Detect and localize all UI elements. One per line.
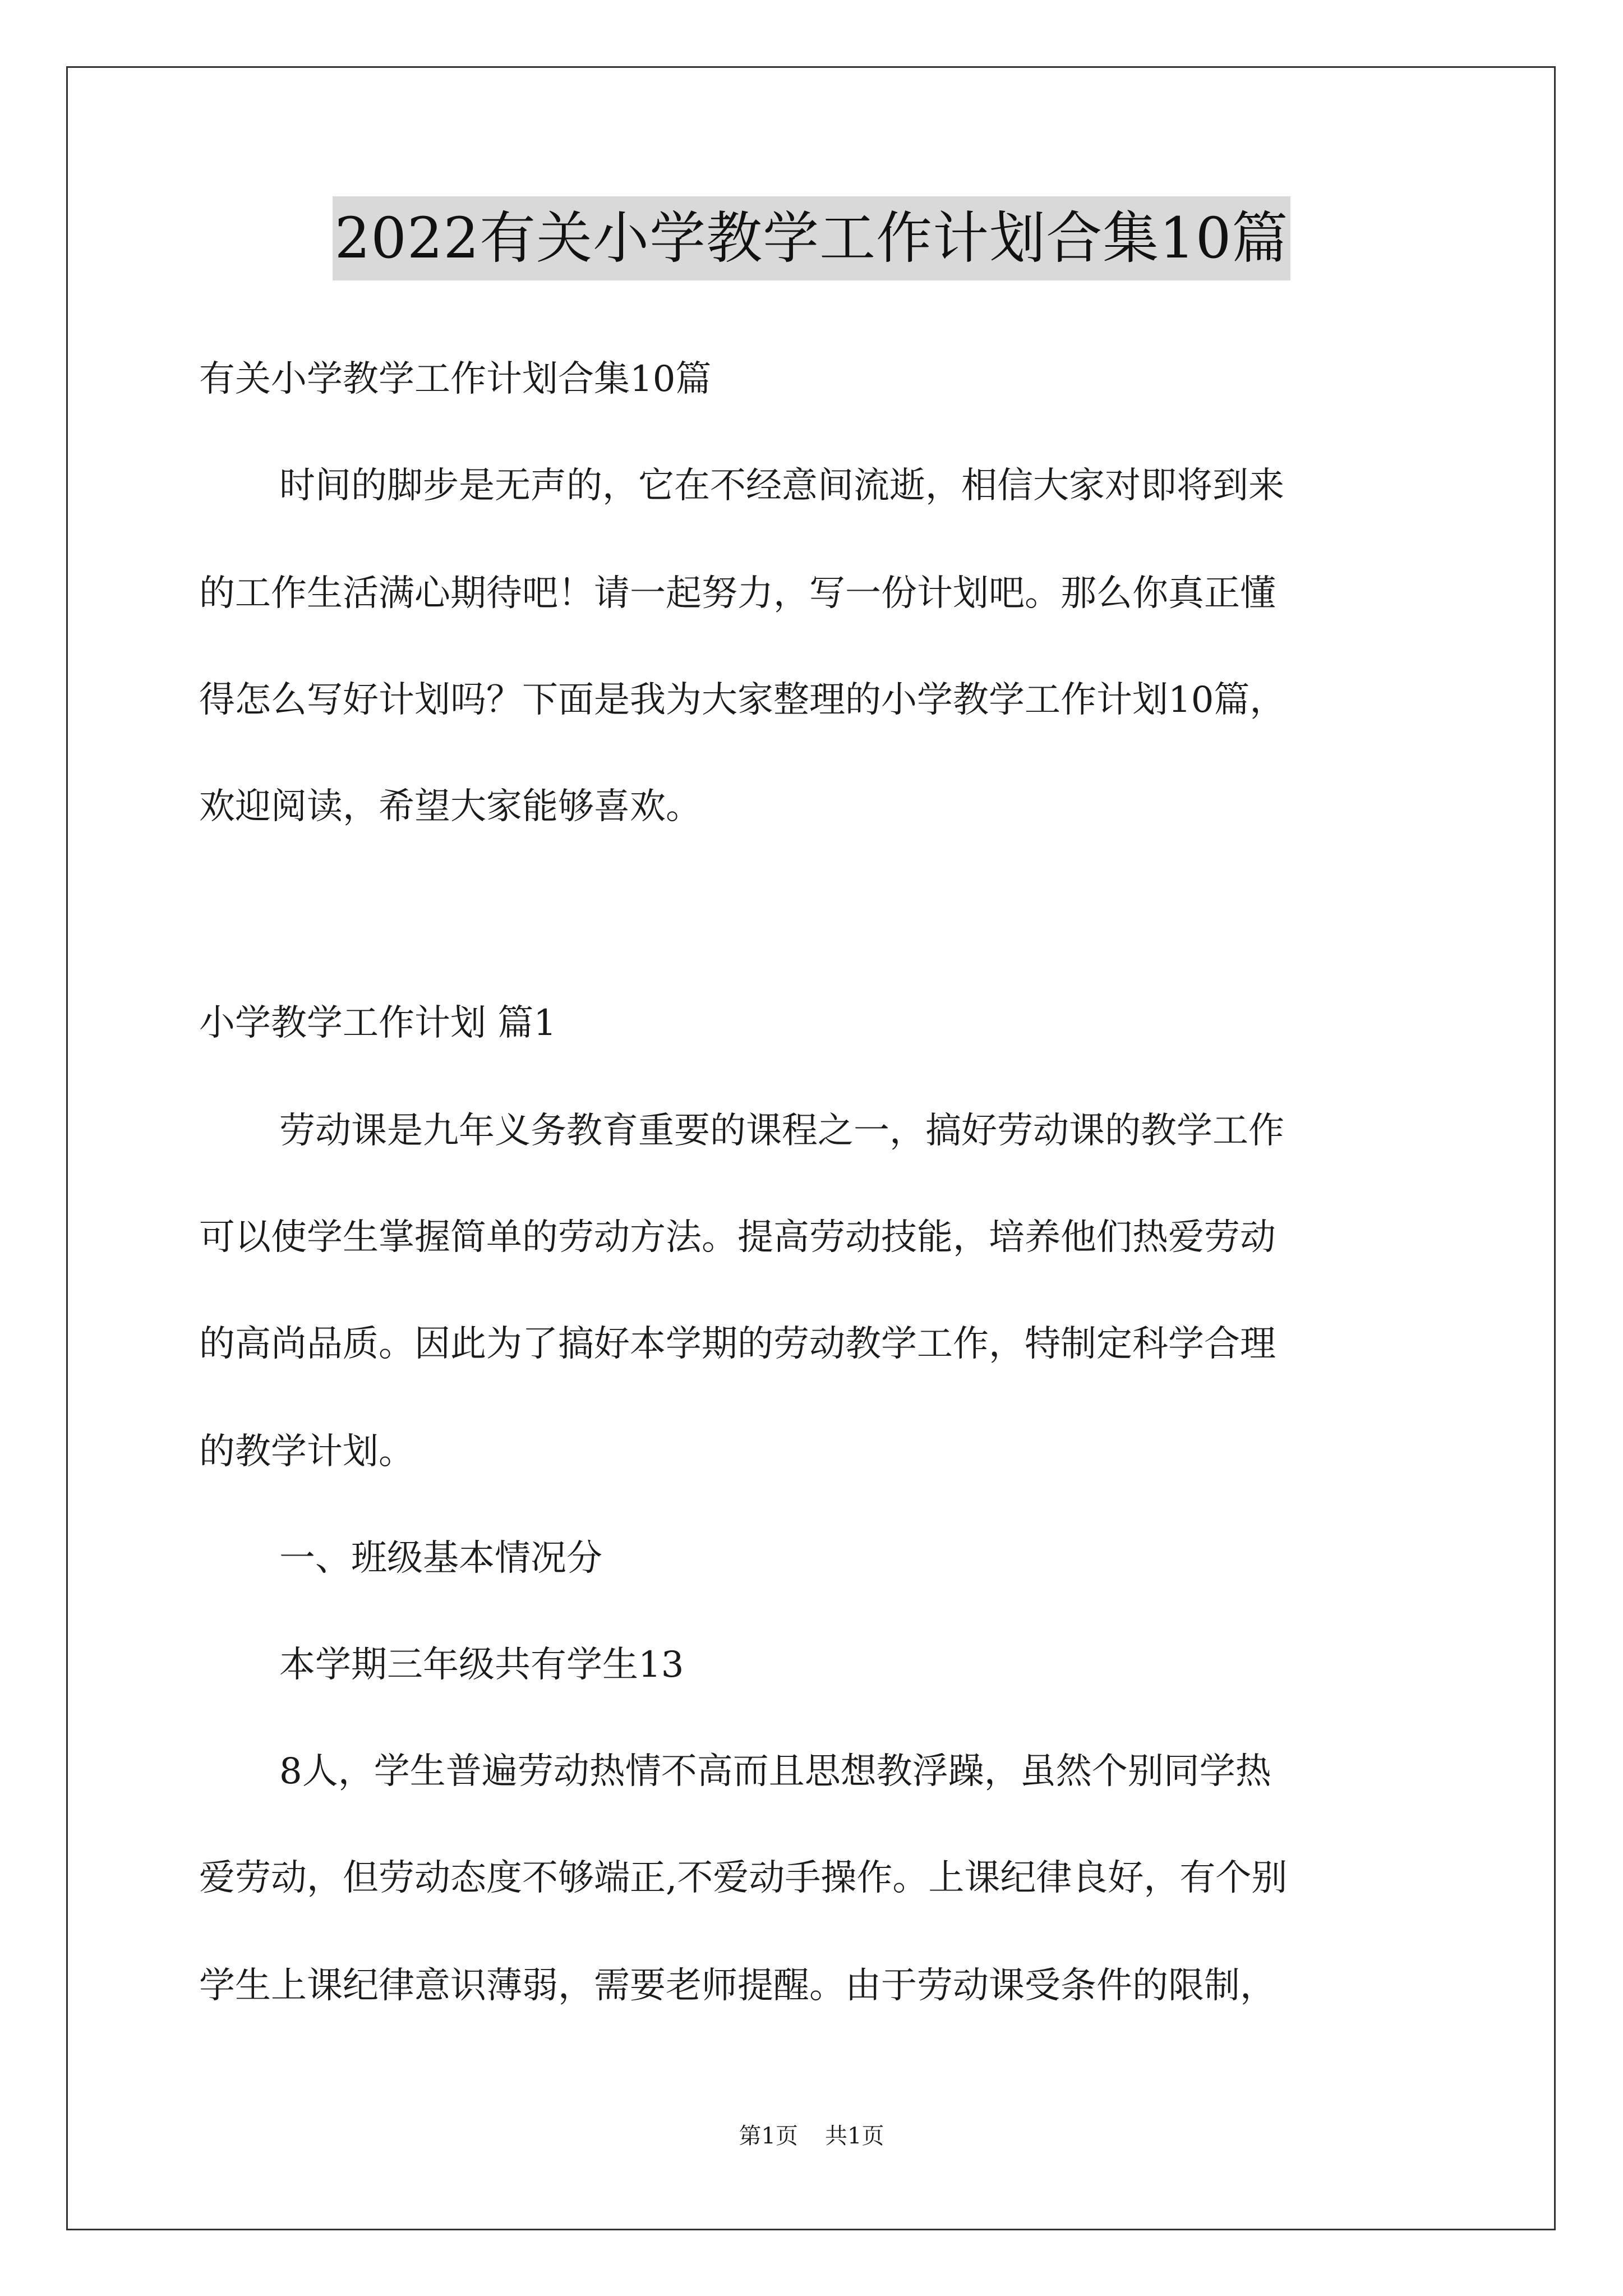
section-heading: 小学教学工作计划 篇1 [199,1002,557,1044]
page-number: 第1页 [739,2123,798,2149]
section-line-3: 的高尚品质。因此为了搞好本学期的劳动教学工作，特制定科学合理 [199,1323,1276,1365]
page-total: 共1页 [825,2123,884,2149]
body-line-2: 爱劳动，但劳动态度不够端正,不爱动手操作。上课纪律良好，有个别 [199,1857,1288,1899]
section-line-1: 劳动课是九年义务教育重要的课程之一，搞好劳动课的教学工作 [279,1110,1284,1152]
item-line: 本学期三年级共有学生13 [279,1644,684,1686]
intro-line-2: 的工作生活满心期待吧！请一起努力，写一份计划吧。那么你真正懂 [199,573,1276,614]
intro-line-3: 得怎么写好计划吗？下面是我为大家整理的小学教学工作计划10篇， [199,679,1286,721]
item-heading: 一、班级基本情况分 [279,1538,602,1579]
section-line-4: 的教学计划。 [199,1431,414,1473]
page-footer [0,2119,1623,2153]
document-subtitle: 有关小学教学工作计划合集10篇 [199,358,712,400]
body-line-3: 学生上课纪律意识薄弱，需要老师提醒。由于劳动课受条件的限制， [199,1965,1276,2007]
intro-line-1: 时间的脚步是无声的，它在不经意间流逝，相信大家对即将到来 [279,465,1284,507]
body-line-1: 8人，学生普遍劳动热情不高而且思想教浮躁，虽然个别同学热 [279,1751,1271,1792]
document-title: 2022有关小学教学工作计划合集10篇 [333,196,1291,280]
section-line-2: 可以使学生掌握简单的劳动方法。提高劳动技能，培养他们热爱劳动 [199,1217,1276,1258]
title-container [0,196,1623,280]
intro-line-4: 欢迎阅读，希望大家能够喜欢。 [199,786,702,827]
